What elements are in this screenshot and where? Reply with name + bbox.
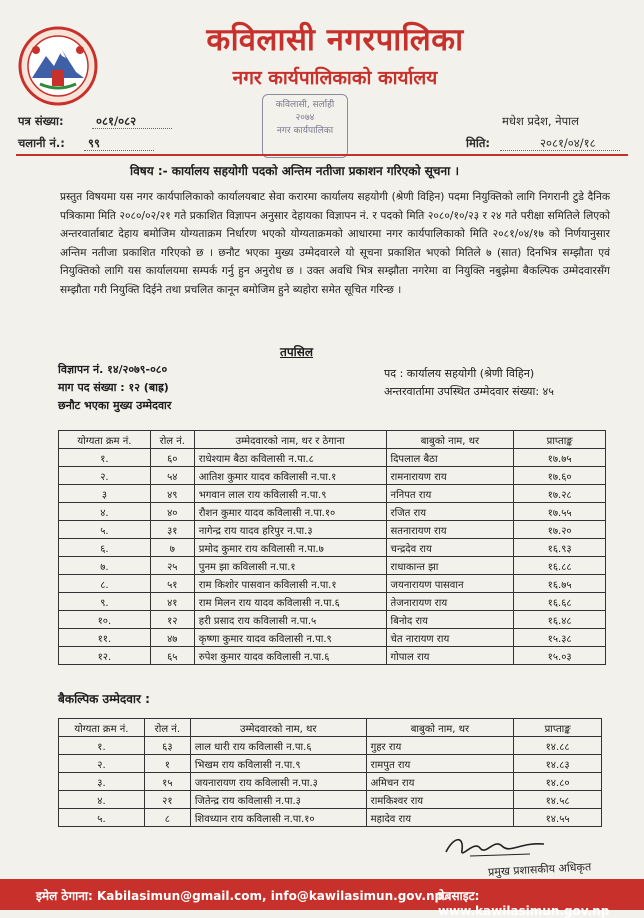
column-header: उम्मेदवारको नाम, थर र ठेगाना <box>194 431 386 449</box>
table-cell: १. <box>59 737 145 755</box>
table-cell: ३१ <box>150 521 194 539</box>
seal-line-1: कविलासी, सर्लाही <box>275 100 335 110</box>
table-cell: ४९ <box>150 485 194 503</box>
date-label: मिति: <box>466 136 490 150</box>
column-header: उम्मेदवारको नाम, थर <box>190 719 366 737</box>
header-rule <box>16 154 628 156</box>
date-dotted-line <box>500 150 620 151</box>
table-cell: १४.५८ <box>514 791 602 809</box>
table-cell: १४.८३ <box>514 755 602 773</box>
table-row <box>59 611 606 629</box>
table-cell: गोपाल राय <box>386 647 514 665</box>
table-cell: ७. <box>59 557 151 575</box>
alternate-heading: बैकल्पिक उम्मेदवार : <box>58 692 150 706</box>
annex-title: तपसिल <box>280 345 314 359</box>
table-cell: १४.८८ <box>514 737 602 755</box>
table-cell: रामपुत राय <box>366 755 514 773</box>
table-cell: नागेन्द्र राय यादव हरिपुर न.पा.३ <box>194 521 386 539</box>
table-cell: भगवान लाल राय कविलासी न.पा.९ <box>194 485 386 503</box>
table-cell: १७.२० <box>514 521 606 539</box>
table-cell: ६५ <box>150 647 194 665</box>
table-cell: कृष्णा कुमार यादव कविलासी न.पा.९ <box>194 629 386 647</box>
table-cell: १७.२८ <box>514 485 606 503</box>
table-cell: हरी प्रसाद राय कविलासी न.पा.५ <box>194 611 386 629</box>
column-header: रोल नं. <box>144 719 190 737</box>
table-cell: जितेन्द्र राय कविलासी न.पा.३ <box>190 791 366 809</box>
table-cell: २. <box>59 467 151 485</box>
seal-line-2: २०७४ <box>295 113 315 123</box>
table-row <box>59 467 606 485</box>
table-cell: ५४ <box>150 467 194 485</box>
table-cell: ५१ <box>150 575 194 593</box>
table-cell: ८. <box>59 575 151 593</box>
table-cell: ५. <box>59 809 145 827</box>
signature-mark <box>440 830 550 864</box>
interview-count: अन्तरवार्तामा उपस्थित उम्मेदवार संख्या: ४५ <box>384 385 554 398</box>
table-cell: १ <box>144 755 190 773</box>
ref-label: पत्र संख्या: <box>18 114 64 128</box>
table-row <box>59 737 602 755</box>
table-row <box>59 575 606 593</box>
table-cell: रामनारायण राय <box>386 467 514 485</box>
column-header: बाबुको नाम, थर <box>386 431 514 449</box>
column-header: बाबुको नाम, थर <box>366 719 514 737</box>
table-cell: शिवध्यान राय कविलासी न.पा.१० <box>190 809 366 827</box>
table-cell: लाल धारी राय कविलासी न.पा.६ <box>190 737 366 755</box>
table-cell: अमिचन राय <box>366 773 514 791</box>
selected-heading: छनौट भएका मुख्य उम्मेदवार <box>58 399 172 412</box>
date-value: २०८१/०४/१८ <box>540 136 596 150</box>
dispatch-label: चलानी नं.: <box>18 136 65 150</box>
column-header: प्राप्ताङ्क <box>514 719 602 737</box>
nepal-emblem-icon <box>18 26 98 106</box>
footer-website[interactable]: वेबसाइट: www.kawilasimun.gov.np <box>438 889 610 918</box>
table-cell: ८ <box>144 809 190 827</box>
province-text: मधेश प्रदेश, नेपाल <box>502 114 579 128</box>
table-cell: १७.७५ <box>514 449 606 467</box>
table-row <box>59 755 602 773</box>
table-cell: राम मिलन राय यादव कविलासी न.पा.६ <box>194 593 386 611</box>
ref-dotted-line <box>92 128 172 129</box>
table-cell: भिखम राय कविलासी न.पा.९ <box>190 755 366 773</box>
dispatch-dotted-line <box>84 150 154 151</box>
table-cell: ५. <box>59 521 151 539</box>
table-cell: सतनारायण राय <box>386 521 514 539</box>
table-cell: १५ <box>144 773 190 791</box>
table-cell: १२. <box>59 647 151 665</box>
main-results-table <box>58 430 606 665</box>
notice-body: प्रस्तुत विषयमा यस नगर कार्यपालिकाको कार्यालयबाट सेवा करारमा कार्यालय सहयोगी (श्रेणी विहिन) पदमा नियुक्तिको लागि निगरानी टुडे दैनिक पत्रिकामा मिति २०८०/०२/२१ गते प्रकाशित विज्ञापन अनुसार देहायका विज्ञापन नं. र पदको मिति २०८०/१०/२३ र २४ गते परीक्षा समितिले लिएको अन्तरवार्ताबाट देहाय बमोजिम योग्यताक्रम निर्धारण भएको योग्यताक्रमको आधारमा नगर कार्यपालिकाको मिति २०८१/०४/१७ को निर्णयानुसार अन्तिम नतीजा प्रकाशित गरिएको छ । छनौट भएका मुख्य उम्मेदवारले यो सूचना प्रकाशित भएको मितिले ७ (सात) दिनभित्र सम्झौता एवं नियुक्तिको लागि यस कार्यालयमा सम्पर्क गर्नु हुन अनुरोध छ । उक्त अवधि भित्र सम्झौता नगरेमा वा नियुक्ति नबुझेमा बैकल्पिक उम्मेदवारसँग सम्झौता गरी नियुक्ति दिईने तथा प्रचलित कानून बमोजिम हुने ब्यहोरा समेत सूचित गरिन्छ । <box>60 191 610 296</box>
footer-bar <box>0 879 644 918</box>
table-cell: ९. <box>59 593 151 611</box>
table-cell: चन्द्रदेव राय <box>386 539 514 557</box>
post-name: पद : कार्यालय सहयोगी (श्रेणी विहिन) <box>384 367 535 380</box>
table-row <box>59 629 606 647</box>
table-cell: १६.६८ <box>514 593 606 611</box>
officer-title: प्रमुख प्रशासकीय अधिकृत <box>487 860 592 879</box>
table-cell: ४. <box>59 503 151 521</box>
table-cell: १०. <box>59 611 151 629</box>
table-row <box>59 791 602 809</box>
table-cell: १५.३८ <box>514 629 606 647</box>
table-cell: चेत नारायण राय <box>386 629 514 647</box>
table-cell: राधेश्याम बैठा कविलासी न.पा.८ <box>194 449 386 467</box>
ad-number: विज्ञापन नं. १४/२०७९-०८० <box>58 363 168 376</box>
table-row <box>59 449 606 467</box>
table-cell: ननिपत राय <box>386 485 514 503</box>
table-row <box>59 773 602 791</box>
table-row <box>59 593 606 611</box>
table-cell: १६.९३ <box>514 539 606 557</box>
table-cell: ४१ <box>150 593 194 611</box>
table-cell: प्रमोद कुमार राय कविलासी न.पा.७ <box>194 539 386 557</box>
column-header: रोल नं. <box>150 431 194 449</box>
table-cell: ४० <box>150 503 194 521</box>
table-cell: १७.६० <box>514 467 606 485</box>
alternate-results-table <box>58 718 602 827</box>
seal-line-3: नगर कार्यपालिका <box>276 126 334 136</box>
table-cell: जयनारायण राय कविलासी न.पा.३ <box>190 773 366 791</box>
table-cell: महादेव राय <box>366 809 514 827</box>
table-cell: १२ <box>150 611 194 629</box>
table-row <box>59 485 606 503</box>
office-subtitle: नगर कार्यपालिकाको कार्यालय <box>232 67 438 89</box>
table-cell: १६.७५ <box>514 575 606 593</box>
table-cell: ४७ <box>150 629 194 647</box>
footer-email[interactable]: इमेल ठेगाना: Kabilasimun@gmail.com, info@kawilasimun.gov.np. <box>36 889 448 903</box>
table-row <box>59 557 606 575</box>
alt-table-header <box>59 719 602 737</box>
table-cell: १५.०३ <box>514 647 606 665</box>
table-cell: रौशन कुमार यादव कविलासी न.पा.१० <box>194 503 386 521</box>
table-cell: ६० <box>150 449 194 467</box>
table-row <box>59 809 602 827</box>
table-cell: पुनम झा कविलासी न.पा.१ <box>194 557 386 575</box>
table-cell: गुहर राय <box>366 737 514 755</box>
column-header: योग्यता क्रम नं. <box>59 431 151 449</box>
table-cell: १. <box>59 449 151 467</box>
table-cell: ४. <box>59 791 145 809</box>
table-row <box>59 539 606 557</box>
subject-line: विषय :- कार्यालय सहयोगी पदको अन्तिम नतीजा प्रकाशन गरिएको सूचना । <box>130 164 460 178</box>
table-cell: १४.८० <box>514 773 602 791</box>
table-cell: ७ <box>150 539 194 557</box>
table-cell: ११. <box>59 629 151 647</box>
dispatch-value: ९९ <box>88 136 100 150</box>
table-cell: ६३ <box>144 737 190 755</box>
table-row <box>59 521 606 539</box>
main-table-header <box>59 431 606 449</box>
table-cell: ३. <box>59 773 145 791</box>
table-row <box>59 503 606 521</box>
table-cell: १४.५५ <box>514 809 602 827</box>
table-cell: रजित राय <box>386 503 514 521</box>
demand-count: माग पद संख्या : १२ (बाह्र) <box>58 381 169 394</box>
table-cell: १६.८८ <box>514 557 606 575</box>
column-header: प्राप्ताङ्क <box>514 431 606 449</box>
table-cell: आतिश कुमार यादव कविलासी न.पा.१ <box>194 467 386 485</box>
table-cell: राधाकान्त झा <box>386 557 514 575</box>
table-cell: जयनारायण पासवान <box>386 575 514 593</box>
table-cell: ६. <box>59 539 151 557</box>
office-seal <box>262 94 348 158</box>
table-cell: दिपलाल बैठा <box>386 449 514 467</box>
table-cell: १६.४८ <box>514 611 606 629</box>
table-cell: २. <box>59 755 145 773</box>
municipality-title: कविलासी नगरपालिका <box>206 22 464 58</box>
column-header: योग्यता क्रम नं. <box>59 719 145 737</box>
table-cell: २५ <box>150 557 194 575</box>
table-cell: राम किशोर पासवान कविलासी न.पा.१ <box>194 575 386 593</box>
table-cell: २१ <box>144 791 190 809</box>
ref-value: ०८१/०८२ <box>96 114 137 128</box>
table-cell: तेजनारायण राय <box>386 593 514 611</box>
table-cell: रामकिश्वर राय <box>366 791 514 809</box>
table-cell: ३ <box>59 485 151 503</box>
table-cell: बिनोद राय <box>386 611 514 629</box>
table-cell: १७.५५ <box>514 503 606 521</box>
table-row <box>59 647 606 665</box>
table-cell: रुपेश कुमार यादव कविलासी न.पा.६ <box>194 647 386 665</box>
